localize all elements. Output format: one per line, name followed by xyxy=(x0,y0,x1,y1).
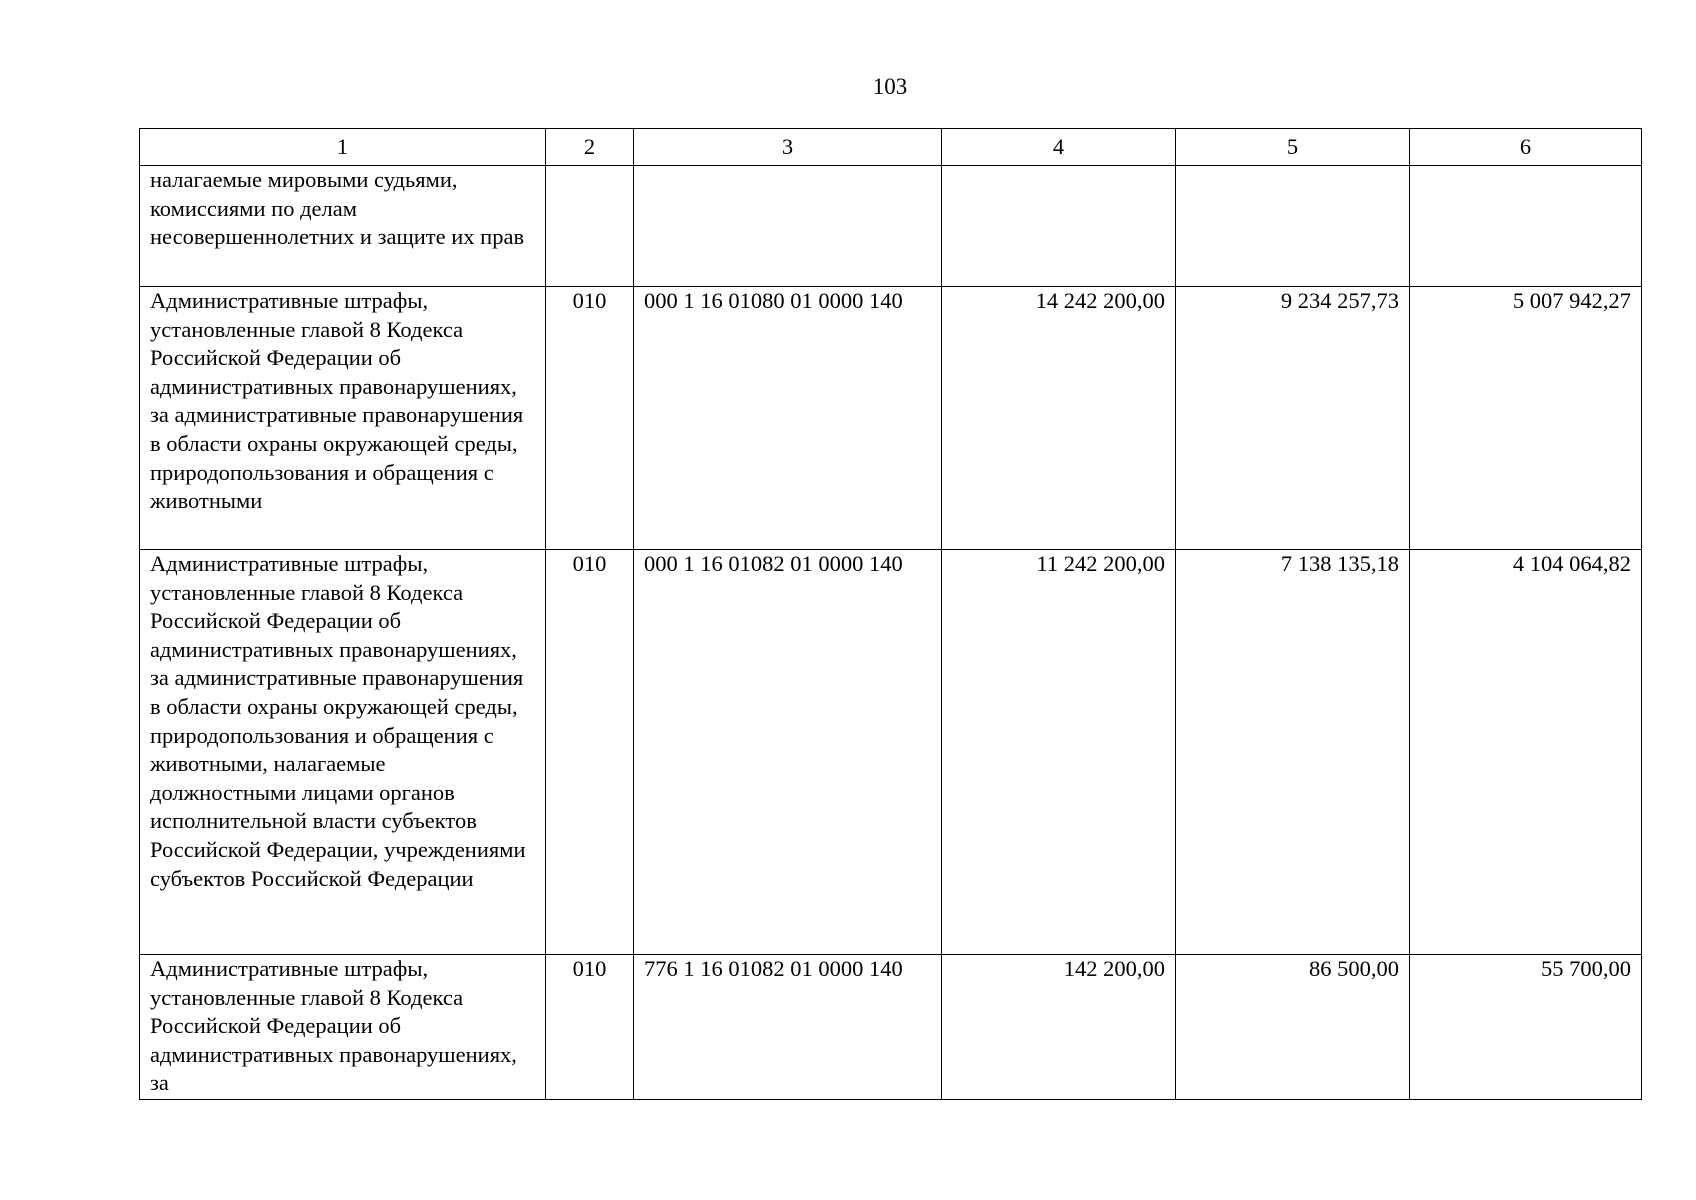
column-header: 6 xyxy=(1410,129,1642,166)
line-code-cell: 010 xyxy=(546,955,634,1100)
table-header-row xyxy=(140,129,1642,166)
revenue-name-cell: Административные штрафы, установленные главой 8 Кодекса Российской Федерации об административных правонарушениях, за административные правонарушения в области охраны окружающей среды, природопользования и обращения с животными, налагаемые должностными лицами органов исполнительной власти субъектов Российской Федерации, учреждениями субъектов Российской Федерации xyxy=(140,550,546,955)
table-row xyxy=(140,550,1642,955)
executed-amount-cell: 9 234 257,73 xyxy=(1176,287,1410,550)
table-row xyxy=(140,287,1642,550)
column-header: 2 xyxy=(546,129,634,166)
column-header: 5 xyxy=(1176,129,1410,166)
column-header: 4 xyxy=(942,129,1176,166)
column-header: 3 xyxy=(634,129,942,166)
remaining-amount-cell: 5 007 942,27 xyxy=(1410,287,1642,550)
line-code-cell: 010 xyxy=(546,550,634,955)
budget-code-cell: 000 1 16 01082 01 0000 140 xyxy=(634,550,942,955)
remaining-amount-cell: 4 104 064,82 xyxy=(1410,550,1642,955)
table-row xyxy=(140,166,1642,287)
approved-amount-cell: 11 242 200,00 xyxy=(942,550,1176,955)
revenue-name-cell: Административные штрафы, установленные главой 8 Кодекса Российской Федерации об административных правонарушениях, за xyxy=(140,955,546,1100)
budget-code-cell: 000 1 16 01080 01 0000 140 xyxy=(634,287,942,550)
column-header: 1 xyxy=(140,129,546,166)
remaining-amount-cell: 55 700,00 xyxy=(1410,955,1642,1100)
table-row xyxy=(140,955,1642,1100)
executed-amount-cell: 86 500,00 xyxy=(1176,955,1410,1100)
executed-amount-cell: 7 138 135,18 xyxy=(1176,550,1410,955)
budget-code-cell: 776 1 16 01082 01 0000 140 xyxy=(634,955,942,1100)
approved-amount-cell: 14 242 200,00 xyxy=(942,287,1176,550)
revenue-name-cell: налагаемые мировыми судьями, комиссиями по делам несовершеннолетних и защите их прав xyxy=(140,166,546,287)
approved-amount-cell xyxy=(942,166,1176,287)
page-number: 103 xyxy=(872,74,908,99)
budget-code-cell xyxy=(634,166,942,287)
approved-amount-cell: 142 200,00 xyxy=(942,955,1176,1100)
revenue-table xyxy=(139,128,1642,1100)
executed-amount-cell xyxy=(1176,166,1410,287)
line-code-cell xyxy=(546,166,634,287)
line-code-cell: 010 xyxy=(546,287,634,550)
revenue-name-cell: Административные штрафы, установленные главой 8 Кодекса Российской Федерации об административных правонарушениях, за административные правонарушения в области охраны окружающей среды, природопользования и обращения с животными xyxy=(140,287,546,550)
remaining-amount-cell xyxy=(1410,166,1642,287)
